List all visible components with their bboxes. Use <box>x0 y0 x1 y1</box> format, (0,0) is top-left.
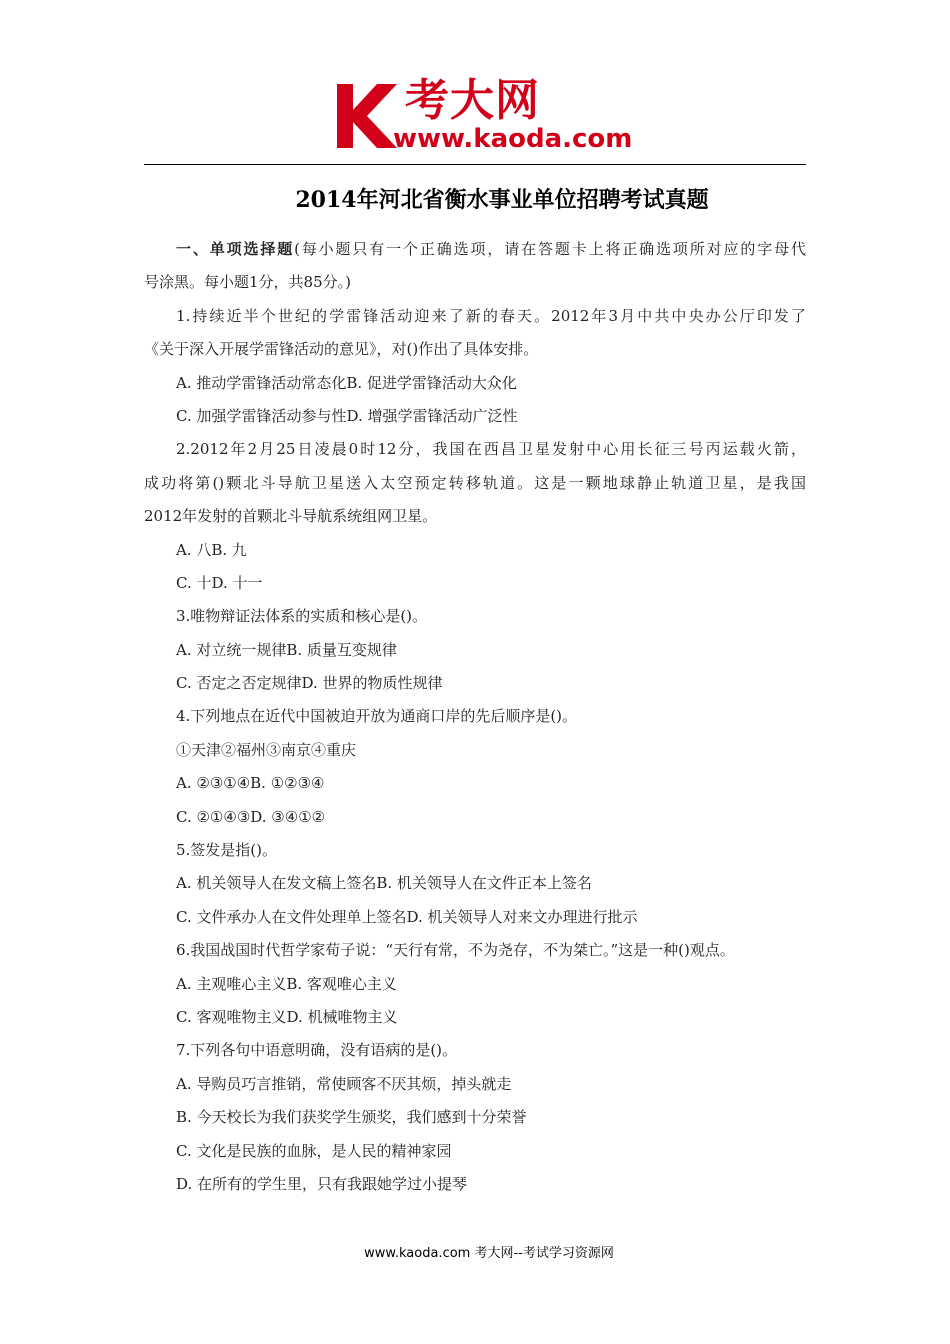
q2-options-ab: A. 八B. 九 <box>176 540 247 559</box>
q3-options-cd: C. 否定之否定规律D. 世界的物质性规律 <box>176 674 443 693</box>
section-instructions: (每小题只有一个正确选项，请在答题卡上将正确选项所对应的字母代 <box>294 240 806 258</box>
q1-stem: 1.持续近半个世纪的学雷锋活动迎来了新的春天。2012年3月中共中央办公厅印发了 <box>176 306 806 325</box>
page-title: 2014年河北省衡水事业单位招聘考试真题 <box>295 187 709 213</box>
q1-options-ab: A. 推动学雷锋活动常态化B. 促进学雷锋活动大众化 <box>176 373 517 392</box>
q7-option-b: B. 今天校长为我们获奖学生颁奖，我们感到十分荣誉 <box>176 1108 527 1127</box>
q7-option-d: D. 在所有的学生里，只有我跟她学过小提琴 <box>176 1174 468 1193</box>
section-instructions-cont: 号涂黑。每小题1分，共85分。) <box>144 273 351 292</box>
q2-stem-cont: 成功将第()颗北斗导航卫星送入太空预定转移轨道。这是一颗地球静止轨道卫星，是我国 <box>144 473 806 492</box>
kaoda-logo[interactable] <box>333 76 653 156</box>
q5-options-ab: A. 机关领导人在发文稿上签名B. 机关领导人在文件正本上签名 <box>176 874 592 893</box>
q6-stem: 6.我国战国时代哲学家荀子说：“天行有常，不为尧存，不为桀亡。”这是一种()观点。 <box>176 941 735 960</box>
q4-stem: 4.下列地点在近代中国被迫开放为通商口岸的先后顺序是()。 <box>176 707 578 726</box>
header-divider <box>144 164 806 165</box>
q7-option-c: C. 文化是民族的血脉，是人民的精神家园 <box>176 1141 452 1160</box>
logo-chinese-name: 考大网 <box>405 75 540 126</box>
q5-stem: 5.签发是指()。 <box>176 841 278 860</box>
q6-options-ab: A. 主观唯心主义B. 客观唯心主义 <box>176 974 397 993</box>
q5-options-cd: C. 文件承办人在文件处理单上签名D. 机关领导人对来文办理进行批示 <box>176 907 638 926</box>
q4-options-cd: C. ②①④③D. ③④①② <box>176 807 326 826</box>
section-heading: 一、单项选择题 <box>176 240 295 258</box>
q1-options-cd: C. 加强学雷锋活动参与性D. 增强学雷锋活动广泛性 <box>176 406 518 425</box>
section-intro <box>144 233 806 266</box>
q1-stem-cont: 《关于深入开展学雷锋活动的意见》，对()作出了具体安排。 <box>144 340 539 359</box>
q3-stem: 3.唯物辩证法体系的实质和核心是()。 <box>176 607 428 626</box>
document-body <box>144 233 806 1201</box>
q7-stem: 7.下列各句中语意明确，没有语病的是()。 <box>176 1041 458 1060</box>
q2-stem: 2.2012年2月25日凌晨0时12分，我国在西昌卫星发射中心用长征三号丙运载火箭， <box>176 440 806 459</box>
q2-stem-cont-2: 2012年发射的首颗北斗导航系统组网卫星。 <box>144 507 438 526</box>
page-footer[interactable]: www.kaoda.com 考大网--考试学习资源网 <box>364 1246 614 1261</box>
q3-options-ab: A. 对立统一规律B. 质量互变规律 <box>176 640 397 659</box>
q7-option-a: A. 导购员巧言推销，常使顾客不厌其烦，掉头就走 <box>176 1074 512 1093</box>
q4-options-ab: A. ②③①④B. ①②③④ <box>176 774 325 793</box>
logo-url: www.kaoda.com <box>393 124 633 154</box>
q4-stem-cont: ①天津②福州③南京④重庆 <box>176 740 357 759</box>
q2-options-cd: C. 十D. 十一 <box>176 573 263 592</box>
q6-options-cd: C. 客观唯物主义D. 机械唯物主义 <box>176 1007 398 1026</box>
